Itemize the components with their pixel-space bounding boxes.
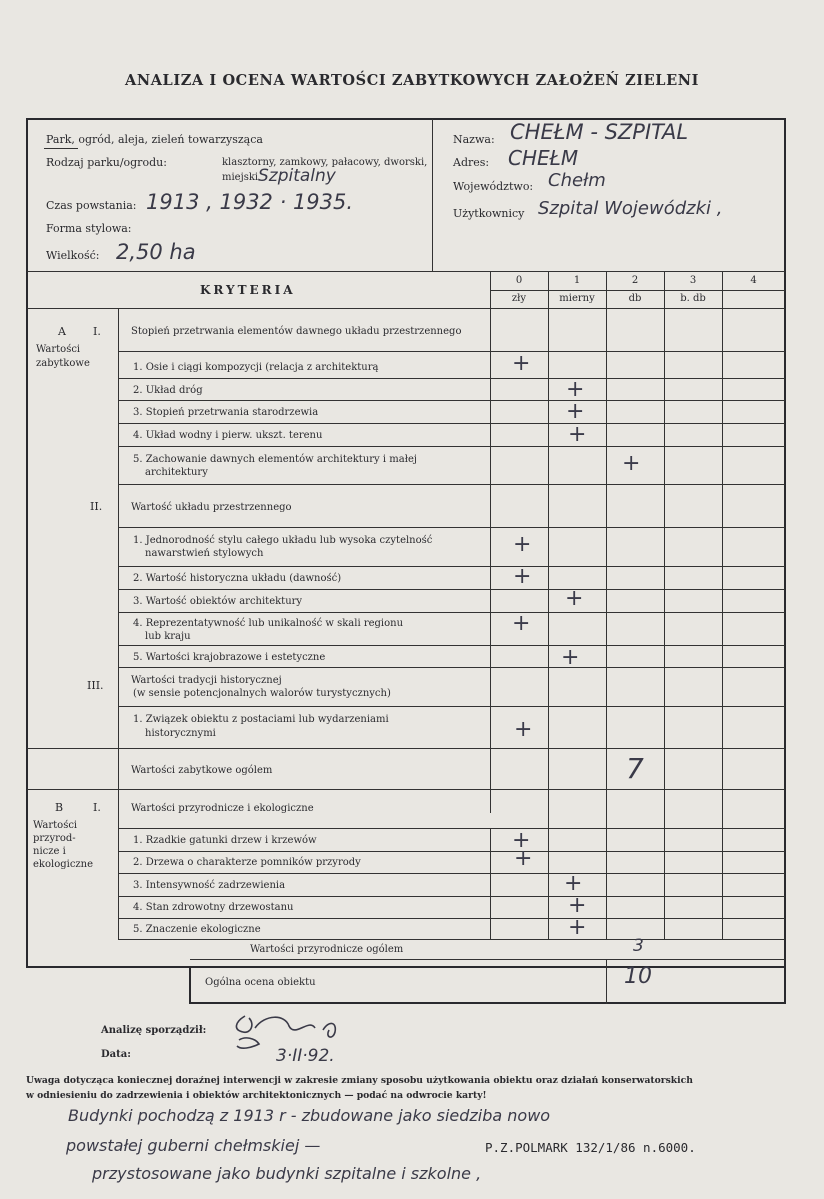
b1-item-3: 3. Intensywność zadrzewienia (133, 880, 286, 891)
mark-a1-3: + (566, 399, 585, 424)
a2-item-5: 5. Wartości krajobrazowe i estetyczne (133, 652, 326, 663)
park-label: Park, ogród, aleja, zieleń towarzysząca (46, 133, 263, 146)
uzytkownicy-value: Szpital Wojewódzki , (538, 198, 723, 219)
uwaga-line-2: w odniesieniu do zadrzewienia i obiektów architektonicznych — podać na odwrocie karty! (26, 1090, 487, 1101)
section-b-cat-3: nicze i (33, 846, 66, 857)
section-b-cat-2: przyrod- (33, 833, 76, 844)
a1-title: Stopień przetrwania elementów dawnego układu przestrzennego (131, 326, 462, 337)
a2-item-4: 4. Reprezentatywność lub unikalność w skali regionu (133, 618, 404, 629)
a2-item-1: 1. Jednorodność stylu całego układu lub wysoka czytelność (133, 535, 433, 546)
mark-a3-1: + (514, 717, 533, 742)
adres-label: Adres: (453, 156, 490, 169)
b1-title: Wartości przyrodnicze i ekologiczne (131, 803, 314, 814)
b1-item-2: 2. Drzewa o charakterze pomników przyrody (133, 857, 361, 868)
rodzaj-value: Szpitalny (258, 166, 336, 186)
mark-b1-4: + (568, 893, 587, 918)
section-b-cat-1: Wartości (33, 820, 78, 831)
section-b-letter: B (55, 801, 64, 814)
a2-title: Wartość układu przestrzennego (131, 502, 292, 513)
section-a3-roman: III. (87, 679, 104, 692)
a1-item-5: 5. Zachowanie dawnych elementów architektury i małej (133, 454, 417, 465)
a2-item-4b: lub kraju (145, 631, 191, 642)
a3-title-2: (w sensie potencjonalnych walorów turystycznych) (133, 688, 391, 699)
a3-title: Wartości tradycji historycznej (131, 675, 282, 686)
uwaga-line-1: Uwaga dotycząca koniecznej doraźnej interwencji w zakresie zmiany sposobu użytkowania obiektu oraz działań konserwatorskich (26, 1075, 693, 1086)
mark-a1-5: + (622, 451, 641, 476)
note-line-1: Budynki pochodzą z 1913 r - zbudowane jako siedziba nowo (68, 1106, 551, 1125)
a-total-label: Wartości zabytkowe ogólem (131, 765, 273, 776)
section-a-category: Wartości zabytkowe (36, 344, 90, 369)
a2-item-2: 2. Wartość historyczna układu (dawność) (133, 573, 342, 584)
a1-item-1: 1. Osie i ciągi kompozycji (relacja z architekturą (133, 362, 379, 373)
mark-a2-4: + (512, 611, 531, 636)
score-3-label: b. db (680, 293, 706, 304)
wojewodztwo-label: Województwo: (453, 180, 534, 193)
section-a2-roman: II. (90, 500, 103, 513)
wielkosc-value: 2,50 ha (116, 240, 196, 264)
b1-item-1: 1. Rzadkie gatunki drzew i krzewów (133, 835, 317, 846)
czas-value: 1913 , 1932 · 1935. (146, 190, 354, 214)
mark-a1-1: + (512, 351, 531, 376)
kryteria-label: KRYTERIA (200, 283, 296, 297)
score-0-label: zły (511, 293, 527, 304)
sporzadzil-label: Analizę sporządził: (101, 1025, 207, 1036)
data-label: Data: (101, 1049, 131, 1060)
czas-label: Czas powstania: (46, 199, 137, 212)
a1-item-3: 3. Stopień przetrwania starodrzewia (133, 407, 319, 418)
note-line-3: przystosowane jako budynki szpitalne i szkolne , (92, 1164, 482, 1183)
a1-item-5b: architektury (145, 467, 208, 478)
score-0-num: 0 (515, 275, 523, 286)
mark-a2-5: + (561, 645, 580, 670)
wielkosc-label: Wielkość: (46, 249, 100, 262)
mark-b1-1: + (512, 828, 531, 853)
mark-a2-2: + (513, 564, 532, 589)
page-title: ANALIZA I OCENA WARTOŚCI ZABYTKOWYCH ZAŁOŻEŃ ZIELENI (125, 72, 699, 89)
a2-item-3: 3. Wartość obiektów architektury (133, 596, 303, 607)
section-b-cat-4: ekologiczne (33, 859, 94, 870)
mark-a2-1: + (513, 532, 532, 557)
nazwa-value: CHEŁM - SZPITAL (510, 120, 689, 144)
data-value: 3·II·92. (276, 1046, 335, 1066)
a3-item-1: 1. Związek obiektu z postaciami lub wydarzeniami (133, 714, 389, 725)
a3-item-1b: historycznymi (145, 728, 216, 739)
overall-value: 10 (624, 964, 652, 989)
a1-item-4: 4. Układ wodny i pierw. ukszt. terenu (133, 430, 323, 441)
mark-b1-3: + (564, 871, 583, 896)
rodzaj-label: Rodzaj parku/ogrodu: (46, 156, 167, 169)
note-line-2: powstałej guberni chełmskiej — (66, 1136, 321, 1155)
b1-item-5: 5. Znaczenie ekologiczne (133, 924, 261, 935)
forma-label: Forma stylowa: (46, 222, 132, 235)
a-total-value: 7 (626, 752, 644, 785)
score-3-num: 3 (689, 275, 697, 286)
b1-item-4: 4. Stan zdrowotny drzewostanu (133, 902, 294, 913)
b-total-value: 3 (633, 936, 644, 956)
score-2-label: db (628, 293, 642, 304)
mark-b1-5: + (568, 915, 587, 940)
section-a-roman: I. (93, 325, 101, 338)
section-b-roman: I. (93, 801, 101, 814)
rodzaj-options-2: miejski (222, 172, 259, 183)
score-1-label: mierny (559, 293, 595, 304)
section-a-letter: A (58, 325, 66, 338)
mark-a1-2: + (566, 377, 585, 402)
mark-a2-3: + (565, 586, 584, 611)
mark-b1-2: + (514, 846, 533, 871)
wojewodztwo-value: Chełm (548, 170, 606, 191)
a2-item-1b: nawarstwień stylowych (145, 548, 264, 559)
mark-a1-4: + (568, 422, 587, 447)
adres-value: CHEŁM (508, 146, 579, 170)
printer-mark: P.Z.POLMARK 132/1/86 n.6000. (485, 1140, 696, 1155)
b-total-label: Wartości przyrodnicze ogólem (250, 944, 404, 955)
uzytkownicy-label: Użytkownicy (453, 207, 525, 220)
a1-item-2: 2. Układ dróg (133, 385, 203, 396)
score-4-num: 4 (750, 275, 757, 286)
nazwa-label: Nazwa: (453, 133, 495, 146)
overall-label: Ogólna ocena obiektu (205, 977, 316, 988)
rodzaj-options: klasztorny, zamkowy, pałacowy, dworski, (222, 157, 428, 168)
score-1-num: 1 (573, 275, 581, 286)
score-2-num: 2 (631, 275, 639, 286)
park-underline (44, 148, 78, 149)
